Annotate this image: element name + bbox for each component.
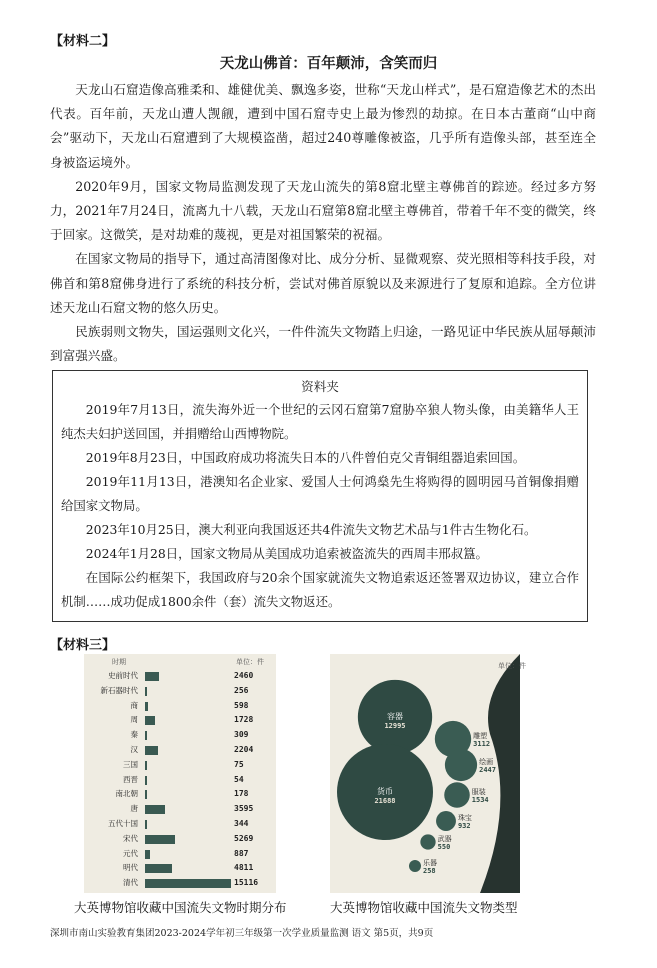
- bar-category-label: 宋代: [123, 833, 138, 843]
- bubble-category-label: 乐器: [423, 859, 437, 867]
- bubble-value-label: 2447: [479, 766, 496, 774]
- bar-row: [84, 818, 276, 830]
- bar-row: [84, 714, 276, 726]
- info-item: 2023年10月25日，澳大利亚向我国返还共4件流失文物艺术品与1件古生物化石。: [85, 522, 537, 537]
- paragraph: 民族弱则文物失，国运强则文化兴，一件件流失文物踏上归途，一路见证中华民族从屈辱颠沛到富强兴盛。: [50, 324, 596, 364]
- bubble-value-label: 550: [437, 843, 451, 851]
- info-item: 在国际公约框架下，我国政府与20余个国家就流失文物追索返还签署双边协议，建立合作机制……成功促成1800余件（套）流失文物返还。: [61, 570, 579, 609]
- bar-value-label: 598: [234, 700, 249, 710]
- bar-value-label: 309: [234, 730, 249, 740]
- chart1-caption: 大英博物馆收藏中国流失文物时期分布: [74, 900, 287, 915]
- bubble: [445, 749, 477, 781]
- bar-category-label: 汉: [130, 745, 138, 754]
- bar-category-label: 西晋: [123, 774, 138, 784]
- bar-category-label: 史前时代: [108, 671, 138, 680]
- bar: [145, 820, 147, 829]
- bar-row: [84, 759, 276, 771]
- bar-row: [84, 700, 276, 712]
- bar-value-label: 75: [234, 759, 244, 769]
- info-item: 2019年8月23日，中国政府成功将流失日本的八件曾伯克父青铜组器追索回国。: [85, 450, 526, 465]
- bar-category-label: 商: [130, 700, 138, 710]
- bar-category-label: 五代十国: [108, 819, 138, 828]
- bubble-category-label: 雕塑: [473, 732, 488, 740]
- bar-value-label: 3595: [234, 804, 254, 814]
- bar-row: [84, 803, 276, 815]
- bar-category-label: 三国: [123, 759, 138, 769]
- bar-category-label: 明代: [123, 863, 138, 873]
- bubble-value-label: 932: [457, 822, 471, 830]
- bubble-svg: [330, 654, 526, 893]
- bar-category-label: 唐: [130, 804, 138, 814]
- bar: [145, 761, 147, 770]
- article-title: 天龙山佛首：百年颠沛，含笑而归: [219, 56, 438, 72]
- bubble-value-label: 12995: [384, 722, 406, 730]
- bar-value-label: 15116: [234, 878, 259, 888]
- bar: [145, 790, 147, 799]
- bar-value-label: 1728: [234, 715, 254, 725]
- chart2-caption: 大英博物馆收藏中国流失文物类型: [330, 900, 518, 915]
- bar: [145, 746, 158, 755]
- unit-label: 单位：件: [236, 658, 264, 666]
- bar-row: [84, 833, 276, 845]
- info-item: 2024年1月28日，国家文物局从美国成功追索被盗流失的西周丰邢叔簋。: [85, 546, 488, 561]
- bubble-category-label: 货币: [377, 787, 393, 796]
- bar-row: [84, 877, 276, 889]
- article-body: [50, 78, 596, 368]
- bubble-category-label: 服装: [471, 788, 486, 796]
- bar-value-label: 4811: [234, 863, 254, 873]
- info-item: 2019年11月13日，港澳知名企业家、爱国人士何鸿燊先生将购得的圆明园马首铜像捐赠给国家文物局。: [61, 474, 579, 513]
- page-footer: 深圳市南山实验教育集团2023-2024学年初三年级第一次学业质量监测 语文 第5页，共9页: [50, 928, 434, 939]
- bubble-category-label: 绘画: [479, 758, 494, 766]
- bar-category-label: 秦: [130, 730, 138, 740]
- info-box: [52, 370, 588, 622]
- bar-row: [84, 774, 276, 786]
- bar-value-label: 2204: [234, 745, 254, 754]
- bubble-value-label: 1534: [471, 796, 489, 804]
- bar-row: [84, 729, 276, 741]
- info-item: 2019年7月13日，流失海外近一个世纪的云冈石窟第7窟胁卒狼人物头像，由美籍华人王纯杰夫妇护送回国，并捐赠给山西博物院。: [61, 402, 579, 441]
- bar: [145, 850, 150, 859]
- bar-value-label: 344: [234, 819, 249, 828]
- bubble-category-label: 珠宝: [457, 814, 472, 822]
- bar-category-label: 清代: [123, 878, 138, 888]
- bar-value-label: 5269: [234, 833, 254, 843]
- bar-value-label: 256: [234, 685, 249, 695]
- bubble: [409, 860, 421, 872]
- bar-row: [84, 744, 276, 756]
- bubble: [444, 782, 470, 808]
- bar: [145, 672, 159, 681]
- bar-row: [84, 788, 276, 800]
- info-box-title: 资料夹: [301, 379, 339, 394]
- bar: [145, 731, 147, 740]
- bar-value-label: 178: [234, 789, 249, 799]
- bubble-category-label: 武器: [437, 835, 452, 843]
- bar-value-label: 54: [234, 774, 244, 784]
- bubble: [436, 811, 456, 831]
- unit-label: 单位：件: [498, 662, 526, 670]
- bar: [145, 716, 155, 725]
- paragraph: 在国家文物局的指导下，通过高清图像对比、成分分析、显微观察、荧光照相等科技手段，对佛首和第8窟佛身进行了系统的科技分析，尝试对佛首原貌以及来源进行了复原和追踪。全方位讲述天龙山石窟文物的悠久历史。: [50, 251, 596, 315]
- bar-category-label: 新石器时代: [100, 685, 138, 695]
- bar: [145, 805, 165, 814]
- period-column-header: 时期: [112, 658, 126, 666]
- bubble-value-label: 3112: [473, 740, 491, 748]
- bubble-category-label: 容器: [387, 712, 403, 721]
- bar: [145, 702, 148, 711]
- bar: [145, 879, 231, 888]
- bar-category-label: 周: [130, 715, 138, 725]
- bar-row: [84, 862, 276, 874]
- bar-category-label: 元代: [123, 848, 138, 858]
- bar: [145, 776, 147, 785]
- paragraph: 2020年9月，国家文物局监测发现了天龙山流失的第8窟北壁主尊佛首的踪迹。经过多方努力，2021年7月24日，流离九十八载，天龙山石窟第8窟北壁主尊佛首，带着千年不变的微笑，终于回家。这微笑，是对劫难的蔑视，更是对祖国繁荣的祝福。: [50, 178, 596, 243]
- bubble-value-label: 21688: [374, 797, 396, 805]
- bar-value-label: 887: [234, 848, 249, 858]
- bar-row: [84, 848, 276, 860]
- bubble-value-label: 258: [423, 867, 436, 875]
- type-bubble-chart: [330, 654, 526, 893]
- bar: [145, 864, 172, 873]
- bar-value-label: 2460: [234, 671, 254, 680]
- bar-category-label: 南北朝: [115, 789, 138, 799]
- material3-heading: 【材料三】: [50, 638, 116, 653]
- paragraph: 天龙山石窟造像高雅柔和、雄健优美、飘逸多姿，世称“天龙山样式”，是石窟造像艺术的杰出代表。百年前，天龙山遭人觊觎，遭到中国石窟寺史上最为惨烈的劫掠。在日本古董商“山中商会”驱动下，天龙山石窟遭到了大规模盗凿，超过240尊雕像被盗，几乎所有造像头部，甚至连全身被盗运境外。: [50, 82, 596, 170]
- period-bar-chart: [84, 654, 276, 893]
- bar: [145, 835, 175, 844]
- bubble: [420, 834, 435, 849]
- bar-row: [84, 670, 276, 682]
- bar: [145, 687, 147, 696]
- bar-row: [84, 685, 276, 697]
- material2-heading: 【材料二】: [50, 34, 116, 49]
